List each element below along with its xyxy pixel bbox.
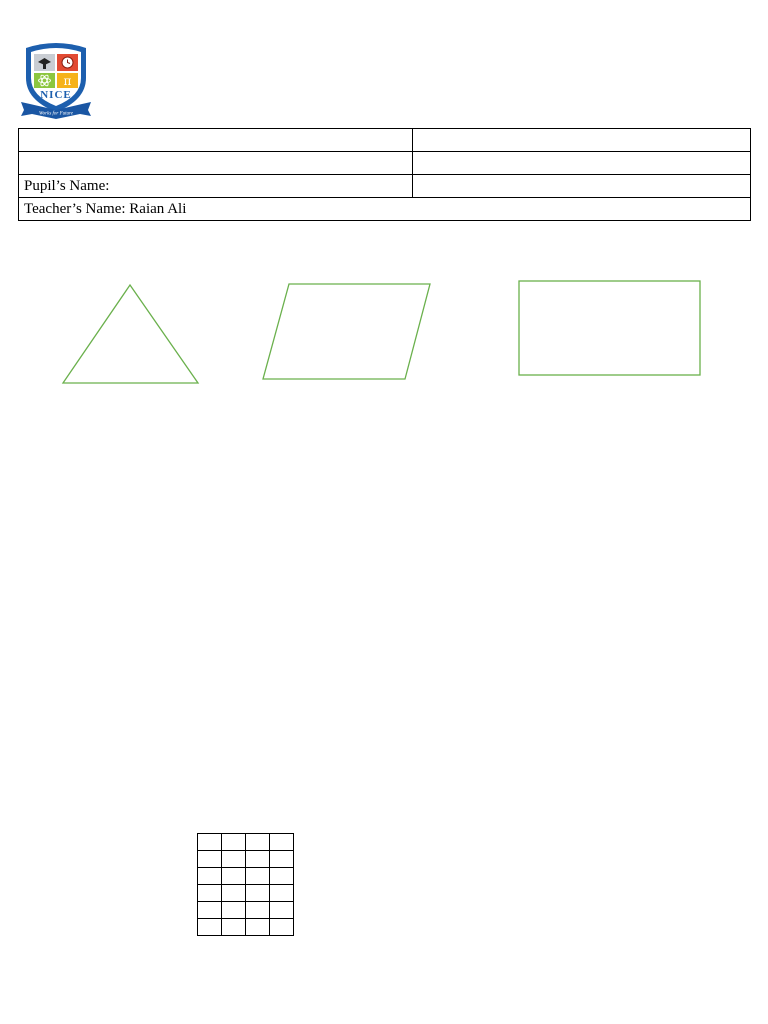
grid-cell[interactable] bbox=[222, 885, 246, 902]
grid-row bbox=[198, 885, 294, 902]
grid-cell[interactable] bbox=[270, 834, 294, 851]
grid-cell[interactable] bbox=[198, 851, 222, 868]
grid-cell[interactable] bbox=[222, 868, 246, 885]
grid-cell[interactable] bbox=[246, 834, 270, 851]
grid-cell[interactable] bbox=[222, 919, 246, 936]
grid-cell[interactable] bbox=[270, 919, 294, 936]
info-cell[interactable] bbox=[413, 129, 751, 152]
grid-cell[interactable] bbox=[270, 885, 294, 902]
grid-row bbox=[198, 919, 294, 936]
school-logo bbox=[20, 40, 92, 120]
grid-cell[interactable] bbox=[222, 851, 246, 868]
grid-cell[interactable] bbox=[198, 868, 222, 885]
grid-row bbox=[198, 868, 294, 885]
grid-cell[interactable] bbox=[270, 868, 294, 885]
shapes-area bbox=[0, 270, 768, 400]
table-row bbox=[19, 175, 751, 198]
parallelogram-shape bbox=[263, 284, 430, 379]
logo-motto: Works for Future bbox=[38, 111, 74, 117]
table-row bbox=[19, 198, 751, 221]
triangle-shape bbox=[63, 285, 198, 383]
table-row bbox=[19, 129, 751, 152]
blank-grid bbox=[197, 833, 294, 936]
pupil-name-field[interactable] bbox=[413, 175, 751, 198]
grid-row bbox=[198, 851, 294, 868]
grid-cell[interactable] bbox=[198, 902, 222, 919]
logo-text: NICE bbox=[40, 89, 72, 101]
grid-cell[interactable] bbox=[246, 902, 270, 919]
grid-cell[interactable] bbox=[198, 834, 222, 851]
grid-row bbox=[198, 834, 294, 851]
rectangle-shape bbox=[519, 281, 700, 375]
info-cell[interactable] bbox=[413, 152, 751, 175]
grid-cell[interactable] bbox=[198, 885, 222, 902]
info-cell[interactable] bbox=[19, 129, 413, 152]
grid-row bbox=[198, 902, 294, 919]
grid-cell[interactable] bbox=[222, 834, 246, 851]
pupil-name-label: Pupil’s Name: bbox=[19, 175, 413, 198]
grid-cell[interactable] bbox=[246, 885, 270, 902]
grid-cell[interactable] bbox=[222, 902, 246, 919]
grid-cell[interactable] bbox=[246, 851, 270, 868]
pi-icon: π bbox=[63, 74, 72, 88]
table-row bbox=[19, 152, 751, 175]
grid-cell[interactable] bbox=[198, 919, 222, 936]
grid-cell[interactable] bbox=[270, 902, 294, 919]
grid-cell[interactable] bbox=[270, 851, 294, 868]
atom-panel bbox=[34, 73, 55, 88]
grid-cell[interactable] bbox=[246, 919, 270, 936]
grid-cell[interactable] bbox=[246, 868, 270, 885]
info-cell[interactable] bbox=[19, 152, 413, 175]
pupil-info-table bbox=[18, 128, 751, 221]
teacher-name-label: Teacher’s Name: Raian Ali bbox=[19, 198, 751, 221]
